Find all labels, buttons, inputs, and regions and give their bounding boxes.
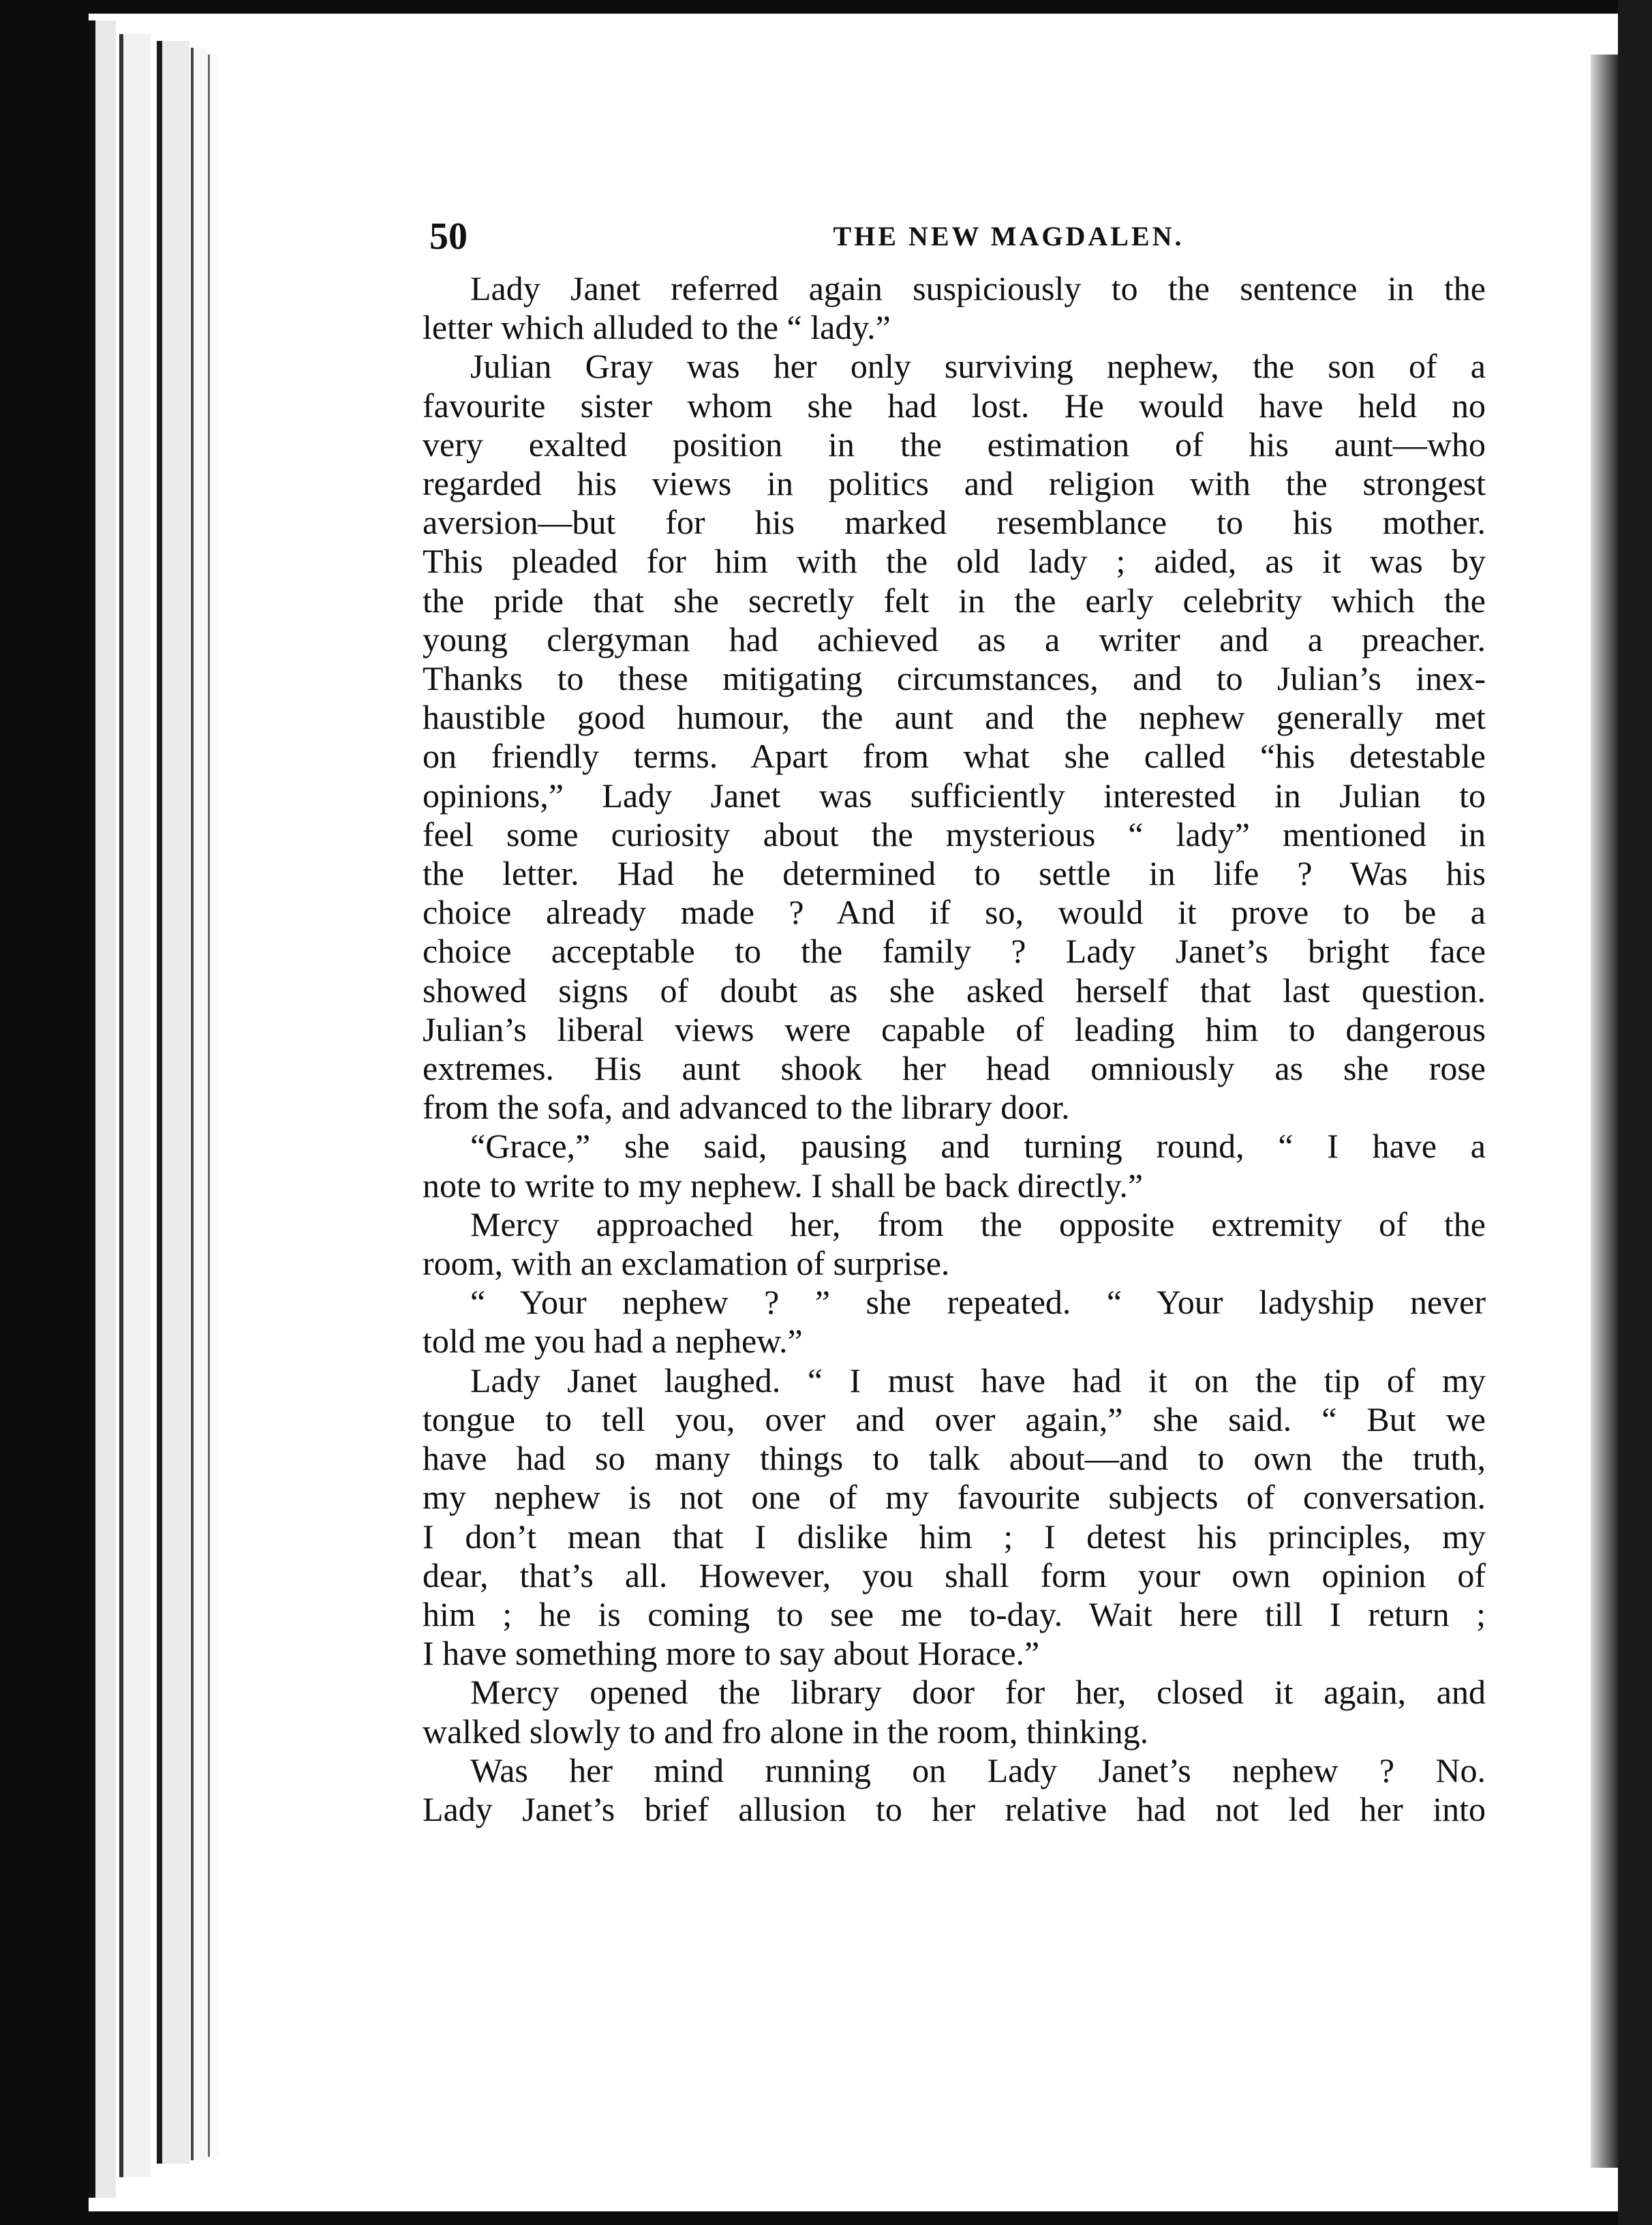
text-line: my nephew is not one of my favourite subjects of conversation. [423,1478,1486,1517]
text-line: walked slowly to and fro alone in the room, thinking. [423,1712,1149,1751]
text-line: opinions,” Lady Janet was sufficiently interested in Julian to [423,776,1486,815]
text-line: “Grace,” she said, pausing and turning round, “ I have a [470,1127,1486,1166]
text-line: Thanks to these mitigating circumstances, and to Julian’s inex- [423,659,1486,698]
book-page-edge [157,41,189,2164]
text-line: Lady Janet referred again suspiciously to the sentence in the [470,269,1486,307]
body-text [423,269,1486,1829]
text-line: Mercy opened the library door for her, closed it again, and [470,1673,1486,1712]
text-line: haustible good humour, the aunt and the nephew generally met [423,698,1486,737]
book-page-edge [89,20,116,2198]
scan-border-bottom [0,2211,1652,2225]
text-line: choice already made ? And if so, would it prove to be a [423,893,1486,932]
book-page-edge [208,55,219,2157]
scan-border-top [0,0,1652,14]
text-line: choice acceptable to the family ? Lady Janet’s bright face [423,932,1486,971]
text-line: dear, that’s all. However, you shall form your own opinion of [423,1556,1486,1594]
text-line: Was her mind running on Lady Janet’s nephew ? No. [470,1751,1486,1789]
text-line: Julian’s liberal views were capable of leading him to dangerous [423,1010,1486,1048]
text-line: This pleaded for him with the old lady ; aided, as it was by [423,542,1486,581]
text-line: Lady Janet laughed. “ I must have had it on the tip of my [470,1361,1486,1399]
text-line: I don’t mean that I dislike him ; I detest his principles, my [423,1517,1486,1556]
page-number: 50 [429,215,468,258]
text-line: favourite sister whom she had lost. He would have held no [423,386,1486,425]
text-line: aversion—but for his marked resemblance to his mother. [423,503,1486,542]
text-line: Mercy approached her, from the opposite extremity of the [470,1205,1486,1243]
text-line: feel some curiosity about the mysterious “ lady” mentioned in [423,815,1486,853]
text-line: young clergyman had achieved as a writer and a preacher. [423,620,1486,659]
text-line: tongue to tell you, over and over again,” she said. “ But we [423,1399,1486,1438]
scan-border-left [0,0,89,2225]
text-line: him ; he is coming to see me to-day. Wait here till I return ; [423,1594,1486,1633]
text-line: from the sofa, and advanced to the library door. [423,1088,1070,1127]
text-line: on friendly terms. Apart from what she called “his detestable [423,737,1486,776]
book-right-edge [1591,55,1618,2168]
book-page-edge [119,34,151,2177]
text-line: told me you had a nephew.” [423,1322,803,1361]
text-line: showed signs of doubt as she asked herself that last question. [423,971,1486,1010]
book-page-edge [191,48,207,2160]
text-line: note to write to my nephew. I shall be back directly.” [423,1166,1144,1205]
text-line: have had so many things to talk about—and to own the truth, [423,1439,1486,1478]
text-line: very exalted position in the estimation of his aunt—who [423,425,1486,464]
book-title: THE NEW MAGDALEN. [833,221,1184,252]
text-line: room, with an exclamation of surprise. [423,1244,950,1283]
text-line: the pride that she secretly felt in the early celebrity which the [423,581,1486,620]
text-line: extremes. His aunt shook her head omniously as she rose [423,1049,1486,1088]
scan-border-right [1618,0,1652,2225]
text-line: letter which alluded to the “ lady.” [423,308,891,347]
running-head [429,215,1424,262]
text-line: “ Your nephew ? ” she repeated. “ Your ladyship never [470,1283,1486,1322]
text-line: I have something more to say about Horace.” [423,1634,1040,1673]
text-line: regarded his views in politics and religion with the strongest [423,464,1486,503]
text-line: Julian Gray was her only surviving nephew, the son of a [470,347,1486,386]
text-line: Lady Janet’s brief allusion to her relative had not led her into [423,1789,1486,1828]
text-line: the letter. Had he determined to settle in life ? Was his [423,854,1486,893]
